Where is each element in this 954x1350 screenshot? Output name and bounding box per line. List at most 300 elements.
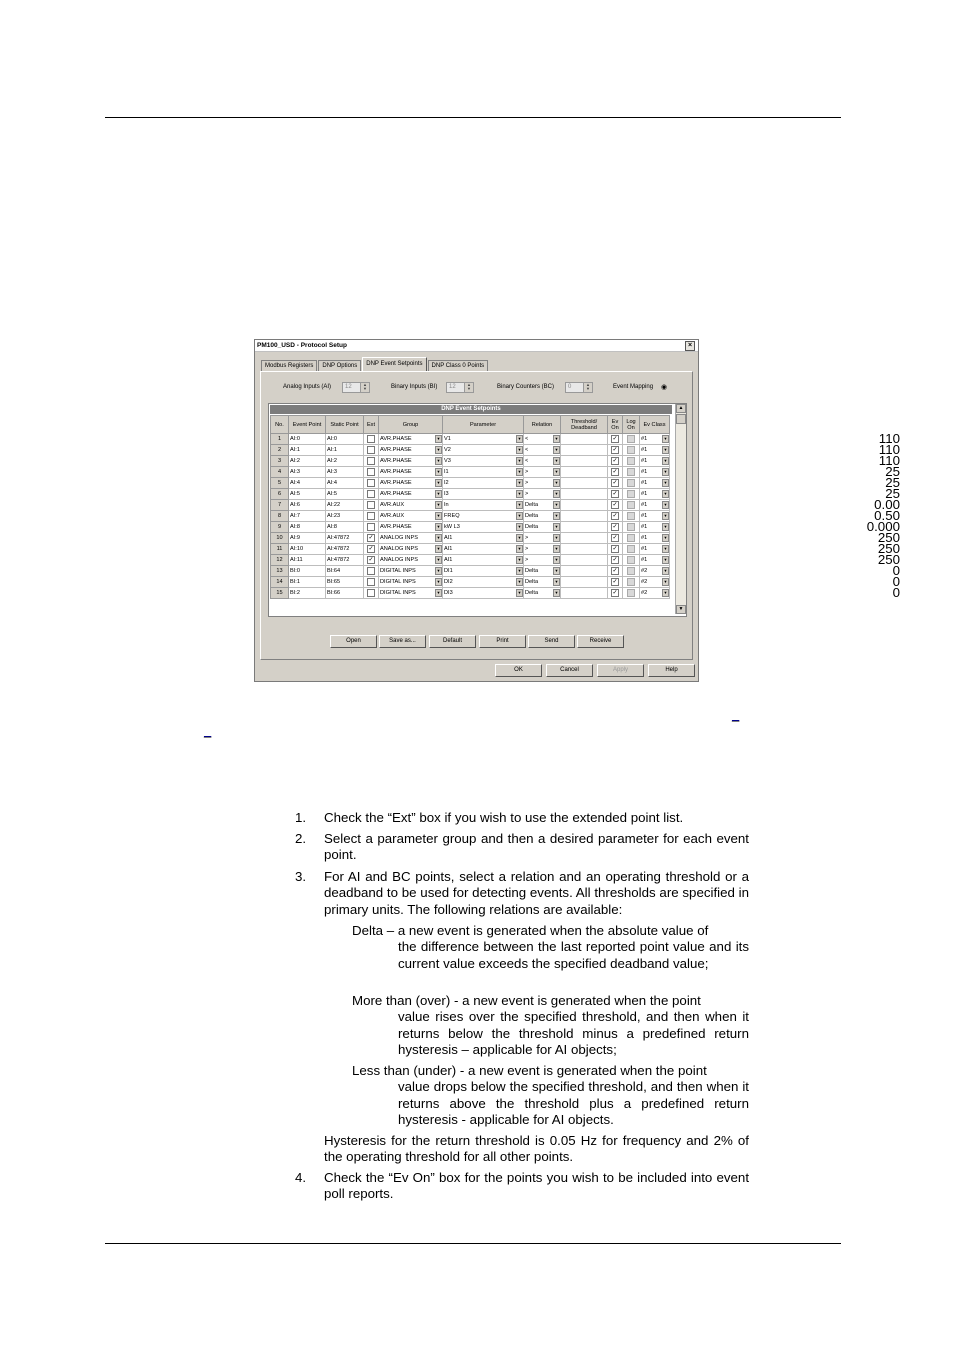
threshold-input[interactable] [856, 434, 903, 445]
dropdown-arrow-icon[interactable]: ▼ [517, 535, 522, 540]
relation-more-rest: value rises over the specified threshold, and then when it returns below the threshold minus a predefined return hysteresis – applicable for AI objects; [398, 1009, 749, 1057]
ev-class-select-value: #1 [641, 436, 648, 442]
spinner-arrows-icon[interactable]: ▲ ▼ [583, 383, 592, 392]
dropdown-arrow-icon[interactable]: ▼ [554, 546, 559, 551]
spinner-arrows-icon[interactable]: ▲ ▼ [360, 383, 369, 392]
ev-on-checkbox[interactable]: ✓ [612, 578, 618, 585]
ext-checkbox[interactable] [367, 479, 375, 487]
static-point-cell [326, 544, 364, 555]
threshold-input[interactable] [856, 522, 903, 533]
dropdown-arrow-icon[interactable]: ▼ [554, 535, 559, 540]
ext-checkbox[interactable]: ✓ [368, 556, 374, 563]
dropdown-arrow-icon[interactable]: ▼ [436, 524, 441, 529]
table-row[interactable] [271, 555, 670, 566]
group-select[interactable] [379, 456, 443, 467]
relation-select[interactable] [524, 555, 561, 566]
threshold-input[interactable] [856, 555, 903, 566]
log-on-checkbox[interactable] [627, 501, 635, 509]
event-point-cell [289, 522, 326, 533]
dropdown-arrow-icon[interactable]: ▼ [517, 524, 522, 529]
ext-checkbox[interactable] [367, 446, 375, 454]
table-row[interactable] [271, 588, 670, 599]
relation-select[interactable] [524, 511, 561, 522]
log-on-checkbox-cell [623, 588, 640, 599]
parameter-select[interactable] [443, 456, 524, 467]
binary-counters-label: Binary Counters (BC) [497, 384, 555, 390]
dropdown-arrow-icon[interactable]: ▼ [663, 513, 668, 518]
step-4-text [324, 1170, 749, 1203]
dropdown-arrow-icon[interactable]: ▼ [517, 502, 522, 507]
dropdown-arrow-icon[interactable]: ▼ [554, 590, 559, 595]
tab-bar [261, 357, 489, 371]
dropdown-arrow-icon[interactable]: ▼ [517, 557, 522, 562]
ev-on-checkbox[interactable]: ✓ [612, 523, 618, 530]
threshold-input[interactable] [856, 533, 903, 544]
threshold-input[interactable] [856, 566, 903, 577]
threshold-input[interactable] [856, 478, 903, 489]
static-point-cell-value: AI:22 [327, 502, 341, 508]
log-on-checkbox-cell [623, 511, 640, 522]
table-row[interactable] [271, 478, 670, 489]
ev-on-checkbox[interactable]: ✓ [612, 589, 618, 596]
dropdown-arrow-icon[interactable]: ▼ [517, 579, 522, 584]
group-select[interactable] [379, 555, 443, 566]
parameter-select-value: AI1 [444, 535, 453, 541]
dropdown-arrow-icon[interactable]: ▼ [554, 436, 559, 441]
ext-checkbox[interactable] [367, 578, 375, 586]
group-select[interactable] [379, 500, 443, 511]
ext-checkbox[interactable] [367, 501, 375, 509]
parameter-select[interactable] [443, 445, 524, 456]
ev-class-select[interactable] [640, 489, 670, 500]
dropdown-arrow-icon[interactable]: ▼ [663, 502, 668, 507]
scroll-up-icon[interactable]: ▲ [676, 404, 686, 413]
ev-class-select[interactable] [640, 577, 670, 588]
help-button[interactable]: Help [648, 664, 695, 677]
static-point-cell-value: AI:8 [327, 524, 337, 530]
ev-on-checkbox[interactable]: ✓ [612, 512, 618, 519]
parameter-select-value: V2 [444, 447, 451, 453]
dropdown-arrow-icon[interactable]: ▼ [517, 568, 522, 573]
table-header-row [271, 416, 670, 434]
log-on-checkbox[interactable] [627, 446, 635, 454]
threshold-input[interactable] [856, 445, 903, 456]
relation-select[interactable] [524, 544, 561, 555]
event-mapping-radio-icon[interactable]: ◉ [661, 384, 668, 391]
cross-reference-link-part1[interactable]: _ [732, 707, 740, 722]
parameter-select[interactable] [443, 577, 524, 588]
table-row[interactable] [271, 467, 670, 478]
log-on-checkbox-cell [623, 533, 640, 544]
tab-dnp-class0-points[interactable]: DNP Class 0 Points [428, 360, 489, 372]
ext-checkbox-cell [364, 456, 379, 467]
ev-on-checkbox-cell [608, 577, 623, 588]
tab-dnp-event-setpoints[interactable]: DNP Event Setpoints [362, 357, 426, 372]
relation-select[interactable] [524, 588, 561, 599]
dropdown-arrow-icon[interactable]: ▼ [517, 590, 522, 595]
dropdown-arrow-icon[interactable]: ▼ [517, 447, 522, 452]
threshold-input[interactable] [856, 489, 903, 500]
ev-class-select[interactable] [640, 566, 670, 577]
relation-select-value: Delta [525, 513, 539, 519]
group-select[interactable] [379, 577, 443, 588]
dropdown-arrow-icon[interactable]: ▼ [663, 590, 668, 595]
threshold-input[interactable] [856, 467, 903, 478]
log-on-checkbox[interactable] [627, 512, 635, 520]
relation-select[interactable] [524, 500, 561, 511]
ev-class-select[interactable] [640, 467, 670, 478]
col-header-ext: Ext [364, 416, 379, 434]
dropdown-arrow-icon[interactable]: ▼ [663, 436, 668, 441]
ev-class-select[interactable] [640, 445, 670, 456]
binary-inputs-spinner[interactable] [446, 382, 474, 393]
dropdown-arrow-icon[interactable]: ▼ [436, 469, 441, 474]
dropdown-arrow-icon[interactable]: ▼ [663, 579, 668, 584]
group-select[interactable] [379, 522, 443, 533]
threshold-input-value: 0.000 [866, 521, 900, 533]
relation-select-value: Delta [525, 579, 539, 585]
ev-on-checkbox[interactable]: ✓ [612, 446, 618, 453]
dropdown-arrow-icon[interactable]: ▼ [554, 524, 559, 529]
col-header-ev-class: Ev Class [640, 416, 670, 434]
step-3-text: For AI and BC points, select a relation and an operating threshold or a deadband to be used for detecting events. All thresholds are specified in primary units. The following relations are available: [324, 869, 749, 917]
event-point-cell-value: AI:7 [290, 513, 300, 519]
binary-counters-spinner[interactable] [565, 382, 593, 393]
group-select[interactable] [379, 434, 443, 445]
relation-select-value: > [525, 557, 529, 563]
dropdown-arrow-icon[interactable]: ▼ [517, 491, 522, 496]
static-point-cell-value: AI:4 [327, 480, 337, 486]
ev-on-checkbox[interactable]: ✓ [612, 468, 618, 475]
dropdown-arrow-icon[interactable]: ▼ [436, 579, 441, 584]
relation-select[interactable] [524, 577, 561, 588]
event-point-cell [289, 434, 326, 445]
log-on-checkbox[interactable] [627, 523, 635, 531]
relation-select-value: < [525, 436, 529, 442]
event-point-cell-value: AI:6 [290, 502, 300, 508]
panel-buttons [255, 635, 700, 649]
group-select[interactable] [379, 478, 443, 489]
parameter-select[interactable] [443, 489, 524, 500]
event-point-cell-value: AI:10 [290, 546, 304, 552]
ext-checkbox[interactable] [367, 512, 375, 520]
group-select[interactable] [379, 533, 443, 544]
row-number [271, 555, 289, 566]
group-select[interactable] [379, 445, 443, 456]
ev-on-checkbox[interactable]: ✓ [612, 534, 618, 541]
relation-select[interactable] [524, 522, 561, 533]
dropdown-arrow-icon[interactable]: ▼ [517, 469, 522, 474]
static-point-cell [326, 478, 364, 489]
parameter-select[interactable] [443, 555, 524, 566]
parameter-select[interactable] [443, 522, 524, 533]
event-point-cell-value: BI:1 [290, 579, 300, 585]
relation-select[interactable] [524, 533, 561, 544]
static-point-cell [326, 511, 364, 522]
parameter-select[interactable] [443, 566, 524, 577]
ext-checkbox[interactable] [367, 523, 375, 531]
ev-class-select[interactable] [640, 555, 670, 566]
log-on-checkbox[interactable] [627, 490, 635, 498]
group-select-value: ANALOG INPS [380, 535, 418, 541]
log-on-checkbox[interactable] [627, 556, 635, 564]
relation-select[interactable] [524, 456, 561, 467]
table-row[interactable] [271, 533, 670, 544]
col-header-parameter: Parameter [443, 416, 524, 434]
static-point-cell-value: AI:47872 [327, 546, 350, 552]
parameter-select[interactable] [443, 511, 524, 522]
dropdown-arrow-icon[interactable]: ▼ [663, 458, 668, 463]
ext-checkbox[interactable] [367, 457, 375, 465]
parameter-select[interactable] [443, 500, 524, 511]
scroll-down-icon[interactable]: ▼ [676, 605, 686, 614]
threshold-input[interactable] [856, 456, 903, 467]
dropdown-arrow-icon[interactable]: ▼ [663, 491, 668, 496]
ev-on-checkbox[interactable]: ✓ [612, 435, 618, 442]
relation-select-value: < [525, 447, 529, 453]
ev-class-select-value: #1 [641, 480, 648, 486]
parameter-select-value: DI2 [444, 579, 453, 585]
table-row[interactable] [271, 577, 670, 588]
group-select[interactable] [379, 544, 443, 555]
dropdown-arrow-icon[interactable]: ▼ [436, 557, 441, 562]
event-point-cell [289, 511, 326, 522]
log-on-checkbox[interactable] [627, 479, 635, 487]
ext-checkbox[interactable] [367, 435, 375, 443]
dropdown-arrow-icon[interactable]: ▼ [554, 447, 559, 452]
cancel-button[interactable]: Cancel [546, 664, 593, 677]
group-select[interactable] [379, 489, 443, 500]
dropdown-arrow-icon[interactable]: ▼ [663, 447, 668, 452]
close-icon[interactable]: × [685, 341, 695, 351]
dropdown-arrow-icon[interactable]: ▼ [663, 535, 668, 540]
log-on-checkbox[interactable] [627, 578, 635, 586]
ev-on-checkbox[interactable]: ✓ [612, 501, 618, 508]
ext-checkbox[interactable] [367, 567, 375, 575]
table-row[interactable] [271, 522, 670, 533]
ev-class-select-value: #1 [641, 546, 648, 552]
ext-checkbox-cell [364, 522, 379, 533]
ev-class-select[interactable] [640, 533, 670, 544]
ev-class-select[interactable] [640, 456, 670, 467]
default-button[interactable]: Default [429, 635, 476, 648]
relation-select[interactable] [524, 566, 561, 577]
log-on-checkbox[interactable] [627, 468, 635, 476]
dropdown-arrow-icon[interactable]: ▼ [554, 513, 559, 518]
dropdown-arrow-icon[interactable]: ▼ [517, 458, 522, 463]
parameter-select[interactable] [443, 434, 524, 445]
log-on-checkbox-cell [623, 544, 640, 555]
col-header-no: No. [271, 416, 289, 434]
dropdown-arrow-icon[interactable]: ▼ [663, 480, 668, 485]
log-on-checkbox[interactable] [627, 567, 635, 575]
parameter-select[interactable] [443, 478, 524, 489]
receive-button[interactable]: Receive [577, 635, 624, 648]
open-button[interactable]: Open [330, 635, 377, 648]
ext-checkbox-cell [364, 544, 379, 555]
binary-counters-value: 0 [568, 384, 572, 390]
dropdown-arrow-icon[interactable]: ▼ [436, 568, 441, 573]
log-on-checkbox-cell [623, 555, 640, 566]
ev-on-checkbox-cell [608, 511, 623, 522]
dropdown-arrow-icon[interactable]: ▼ [436, 480, 441, 485]
static-point-cell-value: AI:2 [327, 458, 337, 464]
ext-checkbox-cell [364, 566, 379, 577]
event-point-cell [289, 467, 326, 478]
dropdown-arrow-icon[interactable]: ▼ [517, 480, 522, 485]
dropdown-arrow-icon[interactable]: ▼ [436, 491, 441, 496]
log-on-checkbox[interactable] [627, 534, 635, 542]
log-on-checkbox-cell [623, 566, 640, 577]
dropdown-arrow-icon[interactable]: ▼ [663, 546, 668, 551]
cross-reference-link-part2[interactable]: _ [204, 723, 212, 738]
group-select[interactable] [379, 467, 443, 478]
row-number [271, 445, 289, 456]
apply-button[interactable]: Apply [597, 664, 644, 677]
dropdown-arrow-icon[interactable]: ▼ [436, 458, 441, 463]
ev-class-select[interactable] [640, 522, 670, 533]
relation-select[interactable] [524, 434, 561, 445]
grid-scrollbar[interactable] [675, 404, 686, 614]
static-point-cell-value: AI:0 [327, 436, 337, 442]
dropdown-arrow-icon[interactable]: ▼ [436, 590, 441, 595]
relation-select[interactable] [524, 445, 561, 456]
ev-class-select-value: #2 [641, 590, 648, 596]
ext-checkbox[interactable]: ✓ [368, 534, 374, 541]
group-select[interactable] [379, 511, 443, 522]
log-on-checkbox[interactable] [627, 435, 635, 443]
tab-dnp-options[interactable]: DNP Options [318, 360, 361, 372]
ev-on-checkbox[interactable]: ✓ [612, 457, 618, 464]
ext-checkbox[interactable] [367, 490, 375, 498]
dropdown-arrow-icon[interactable]: ▼ [436, 502, 441, 507]
threshold-input[interactable] [856, 544, 903, 555]
log-on-checkbox[interactable] [627, 457, 635, 465]
dropdown-arrow-icon[interactable]: ▼ [554, 568, 559, 573]
save-as-button[interactable]: Save as... [379, 635, 426, 648]
ev-on-checkbox[interactable]: ✓ [612, 556, 618, 563]
log-on-checkbox[interactable] [627, 545, 635, 553]
relation-select[interactable] [524, 478, 561, 489]
threshold-input-value: 110 [878, 433, 900, 445]
dropdown-arrow-icon[interactable]: ▼ [517, 513, 522, 518]
event-point-cell [289, 566, 326, 577]
row-number [271, 478, 289, 489]
table-row[interactable] [271, 566, 670, 577]
relation-select-value: > [525, 480, 529, 486]
dropdown-arrow-icon[interactable]: ▼ [554, 480, 559, 485]
threshold-input[interactable] [856, 577, 903, 588]
dropdown-arrow-icon[interactable]: ▼ [663, 568, 668, 573]
ev-class-select[interactable] [640, 500, 670, 511]
ext-checkbox[interactable]: ✓ [368, 545, 374, 552]
threshold-input[interactable] [856, 500, 903, 511]
table-row[interactable] [271, 500, 670, 511]
group-select[interactable] [379, 566, 443, 577]
ev-on-checkbox[interactable]: ✓ [612, 545, 618, 552]
scroll-thumb[interactable] [676, 414, 686, 424]
row-number-value: 9 [277, 524, 282, 530]
group-select-value: AVR.PHASE [380, 480, 412, 486]
event-point-cell [289, 489, 326, 500]
dropdown-arrow-icon[interactable]: ▼ [554, 579, 559, 584]
parameter-select[interactable] [443, 588, 524, 599]
group-select[interactable] [379, 588, 443, 599]
dropdown-arrow-icon[interactable]: ▼ [554, 502, 559, 507]
dropdown-arrow-icon[interactable]: ▼ [436, 546, 441, 551]
ev-on-checkbox[interactable]: ✓ [612, 490, 618, 497]
ext-checkbox[interactable] [367, 589, 375, 597]
print-button[interactable]: Print [479, 635, 526, 648]
dropdown-arrow-icon[interactable]: ▼ [554, 557, 559, 562]
dropdown-arrow-icon[interactable]: ▼ [436, 447, 441, 452]
ok-button[interactable]: OK [495, 664, 542, 677]
relation-select[interactable] [524, 489, 561, 500]
threshold-input-value: 250 [877, 532, 900, 544]
dropdown-arrow-icon[interactable]: ▼ [554, 458, 559, 463]
table-row[interactable] [271, 489, 670, 500]
parameter-select[interactable] [443, 544, 524, 555]
relation-select-value: Delta [525, 568, 539, 574]
parameter-select-value: V1 [444, 436, 451, 442]
ev-class-select[interactable] [640, 588, 670, 599]
dropdown-arrow-icon[interactable]: ▼ [517, 436, 522, 441]
threshold-input[interactable] [856, 588, 903, 599]
table-row[interactable] [271, 544, 670, 555]
dropdown-arrow-icon[interactable]: ▼ [436, 436, 441, 441]
dropdown-arrow-icon[interactable]: ▼ [517, 546, 522, 551]
table-row[interactable] [271, 445, 670, 456]
dropdown-arrow-icon[interactable]: ▼ [663, 469, 668, 474]
group-select-value: AVR.PHASE [380, 458, 412, 464]
ev-on-checkbox[interactable]: ✓ [612, 567, 618, 574]
dropdown-arrow-icon[interactable]: ▼ [436, 513, 441, 518]
dropdown-arrow-icon[interactable]: ▼ [554, 491, 559, 496]
threshold-input-value: 250 [877, 554, 900, 566]
ev-class-select[interactable] [640, 434, 670, 445]
ev-class-select[interactable] [640, 544, 670, 555]
ev-on-checkbox[interactable]: ✓ [612, 479, 618, 486]
threshold-input-value: 25 [885, 466, 900, 478]
parameter-select[interactable] [443, 533, 524, 544]
tab-modbus-registers[interactable]: Modbus Registers [261, 360, 317, 372]
row-number-value: 12 [276, 557, 283, 563]
ext-checkbox[interactable] [367, 468, 375, 476]
send-button[interactable]: Send [528, 635, 575, 648]
dropdown-arrow-icon[interactable]: ▼ [436, 535, 441, 540]
event-mapping-label: Event Mapping [613, 384, 654, 390]
dropdown-arrow-icon[interactable]: ▼ [663, 524, 668, 529]
table-row[interactable] [271, 434, 670, 445]
table-row[interactable] [271, 511, 670, 522]
step-1-text [324, 810, 749, 826]
log-on-checkbox[interactable] [627, 589, 635, 597]
ev-class-select-value: #1 [641, 557, 648, 563]
parameter-select[interactable] [443, 467, 524, 478]
static-point-cell [326, 456, 364, 467]
relation-select[interactable] [524, 467, 561, 478]
dropdown-arrow-icon[interactable]: ▼ [554, 469, 559, 474]
ev-class-select[interactable] [640, 478, 670, 489]
ev-class-select[interactable] [640, 511, 670, 522]
threshold-input[interactable] [856, 511, 903, 522]
analog-inputs-spinner[interactable] [342, 382, 370, 393]
group-select-value: ANALOG INPS [380, 557, 418, 563]
relation-less-rest: value drops below the specified threshold, and then when it returns above the threshold plus a predefined return hysteresis - applicable for AI objects. [398, 1079, 749, 1127]
table-row[interactable] [271, 456, 670, 467]
dropdown-arrow-icon[interactable]: ▼ [663, 557, 668, 562]
spinner-arrows-icon[interactable]: ▲ ▼ [464, 383, 473, 392]
